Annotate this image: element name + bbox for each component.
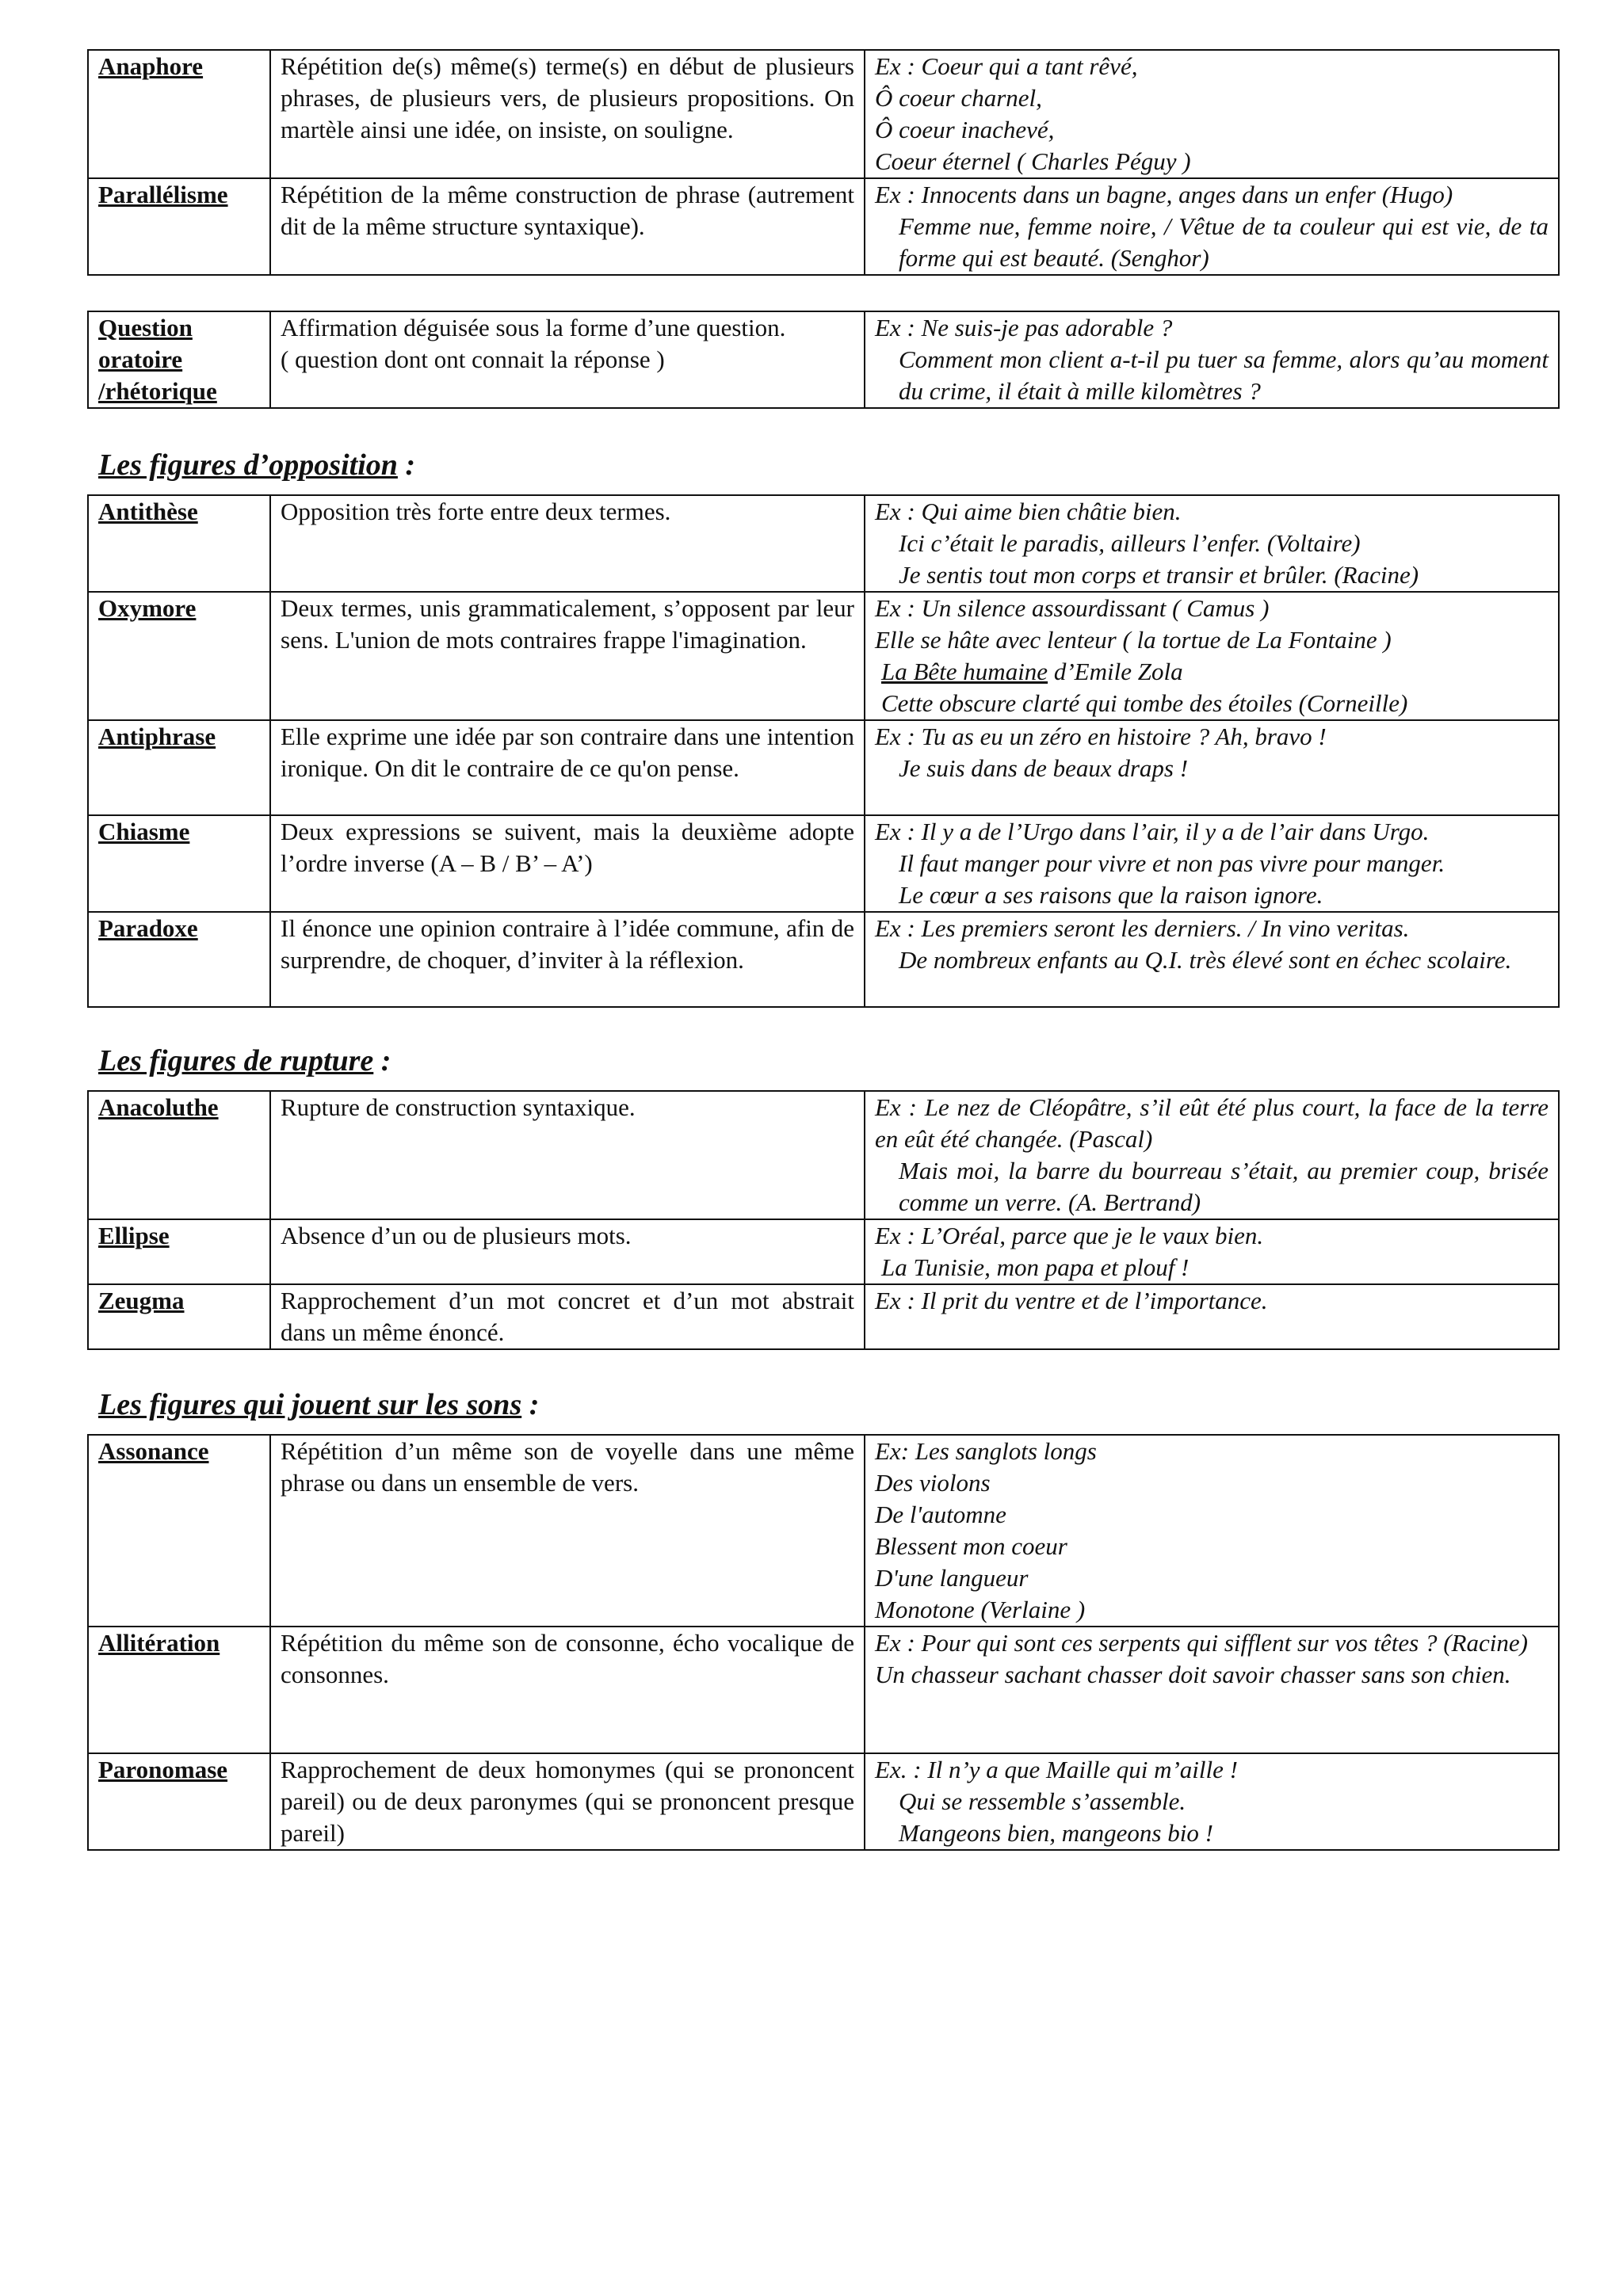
term-cell (88, 311, 270, 408)
example-line: Ex : Il prit du ventre et de l’importance. (875, 1287, 1268, 1314)
example-line: Mangeons bien, mangeons bio ! (899, 1819, 1213, 1847)
figures-table-rupture (87, 1090, 1560, 1350)
example-line: Ô coeur charnel, (875, 84, 1042, 112)
section-colon: : (397, 448, 416, 482)
example-cell (865, 815, 1559, 912)
table-row (88, 311, 1559, 408)
definition-line: Affirmation déguisée sous la forme d’une question. (281, 314, 786, 341)
example-line: Je sentis tout mon corps et transir et brûler. (Racine) (899, 561, 1419, 589)
example-cell (865, 720, 1559, 815)
section-title: Les figures de rupture (98, 1044, 374, 1077)
example-cell (865, 1091, 1559, 1219)
example-cell (865, 1284, 1559, 1349)
term-cell: Oxymore (88, 592, 270, 720)
section-title: Les figures d’opposition (98, 448, 398, 482)
definition-cell: Rapprochement d’un mot concret et d’un mot abstrait dans un même énoncé. (270, 1284, 865, 1349)
example-line: Ex : L’Oréal, parce que je le vaux bien. (875, 1222, 1264, 1249)
example-cell (865, 495, 1559, 592)
term-cell: Parallélisme (88, 178, 270, 275)
table-row (88, 1284, 1559, 1349)
section-heading-opposition (87, 447, 415, 483)
figures-table-sons (87, 1434, 1560, 1851)
example-cell (865, 912, 1559, 1007)
example-line: Ex : Pour qui sont ces serpents qui sifflent sur vos têtes ? (Racine) (875, 1629, 1528, 1657)
example-line: Cette obscure clarté qui tombe des étoiles (Corneille) (881, 689, 1408, 717)
term-cell: Ellipse (88, 1219, 270, 1284)
definition-cell: Répétition du même son de consonne, écho vocalique de consonnes. (270, 1627, 865, 1753)
table-row (88, 178, 1559, 275)
term-cell: Antiphrase (88, 720, 270, 815)
term-cell: Zeugma (88, 1284, 270, 1349)
example-line: Comment mon client a-t-il pu tuer sa femme, alors qu’au moment du crime, il était à mille kilomètres ? (899, 345, 1549, 405)
example-line (875, 656, 1549, 688)
book-title: La Bête humaine (881, 658, 1048, 685)
definition-cell: Répétition d’un même son de voyelle dans une même phrase ou dans un ensemble de vers. (270, 1435, 865, 1627)
section-heading-rupture (87, 1043, 391, 1079)
table-row (88, 912, 1559, 1007)
table-row (88, 1091, 1559, 1219)
term-cell: Paradoxe (88, 912, 270, 1007)
example-cell (865, 1435, 1559, 1627)
definition-cell: Rapprochement de deux homonymes (qui se prononcent pareil) ou de deux paronymes (qui se prononcent presque pareil) (270, 1753, 865, 1850)
term-cell: Allitération (88, 1627, 270, 1753)
example-line: Ici c’était le paradis, ailleurs l’enfer. (Voltaire) (899, 529, 1361, 557)
example-line: Coeur éternel ( Charles Péguy ) (875, 147, 1191, 175)
definition-cell: Il énonce une opinion contraire à l’idée commune, afin de surprendre, de choquer, d’inviter à la réflexion. (270, 912, 865, 1007)
term-cell: Chiasme (88, 815, 270, 912)
term-cell: Paronomase (88, 1753, 270, 1850)
example-line: Des violons (875, 1469, 991, 1497)
definition-cell: Répétition de(s) même(s) terme(s) en début de plusieurs phrases, de plusieurs vers, de plusieurs propositions. On martèle ainsi une idée, on insiste, on souligne. (270, 50, 865, 178)
example-line: Monotone (Verlaine ) (875, 1596, 1086, 1623)
example-cell (865, 1219, 1559, 1284)
term-cell: Anacoluthe (88, 1091, 270, 1219)
definition-cell: Deux expressions se suivent, mais la deuxième adopte l’ordre inverse (A – B / B’ – A’) (270, 815, 865, 912)
definition-cell: Absence d’un ou de plusieurs mots. (270, 1219, 865, 1284)
example-line: Il faut manger pour vivre et non pas vivre pour manger. (899, 849, 1445, 877)
figures-table-question (87, 311, 1560, 409)
example-cell (865, 592, 1559, 720)
term-cell: Assonance (88, 1435, 270, 1627)
example-line: De l'automne (875, 1501, 1006, 1528)
table-row (88, 815, 1559, 912)
figures-table-opposition (87, 494, 1560, 1008)
example-line: Ex. : Il n’y a que Maille qui m’aille ! (875, 1756, 1238, 1783)
example-line: Blessent mon coeur (875, 1532, 1067, 1560)
example-cell (865, 178, 1559, 275)
example-line: La Tunisie, mon papa et plouf ! (881, 1253, 1190, 1281)
definition-cell: Rupture de construction syntaxique. (270, 1091, 865, 1219)
table-row (88, 1435, 1559, 1627)
example-line: Ex : Un silence assourdissant ( Camus ) (875, 594, 1270, 622)
section-colon: : (521, 1388, 540, 1421)
example-line: Ex : Il y a de l’Urgo dans l’air, il y a de l’air dans Urgo. (875, 818, 1430, 845)
definition-cell (270, 311, 865, 408)
table-row (88, 1627, 1559, 1753)
table-row (88, 1753, 1559, 1850)
term-cell: Anaphore (88, 50, 270, 178)
table-row (88, 1219, 1559, 1284)
example-line: Ex : Tu as eu un zéro en histoire ? Ah, bravo ! (875, 723, 1327, 750)
example-line: Ex : Innocents dans un bagne, anges dans un enfer (Hugo) (875, 181, 1453, 208)
table-row (88, 495, 1559, 592)
example-line: Ex : Ne suis-je pas adorable ? (875, 314, 1173, 341)
definition-cell: Deux termes, unis grammaticalement, s’opposent par leur sens. L'union de mots contraires frappe l'imagination. (270, 592, 865, 720)
term-line: /rhétorique (98, 377, 217, 405)
definition-cell: Opposition très forte entre deux termes. (270, 495, 865, 592)
example-cell (865, 311, 1559, 408)
section-colon: : (373, 1044, 391, 1077)
book-author: d’Emile Zola (1048, 658, 1183, 685)
example-line: Femme nue, femme noire, / Vêtue de ta couleur qui est vie, de ta forme qui est beauté. (Senghor) (899, 212, 1549, 272)
example-line: De nombreux enfants au Q.I. très élevé sont en échec scolaire. (899, 946, 1512, 974)
example-cell (865, 1753, 1559, 1850)
figures-table-repetition (87, 49, 1560, 276)
example-line: Je suis dans de beaux draps ! (899, 754, 1189, 782)
example-line: Le cœur a ses raisons que la raison ignore. (899, 881, 1323, 909)
example-line: Ô coeur inachevé, (875, 116, 1055, 143)
section-title: Les figures qui jouent sur les sons (98, 1388, 522, 1421)
definition-cell: Répétition de la même construction de phrase (autrement dit de la même structure syntaxique). (270, 178, 865, 275)
example-line: Un chasseur sachant chasser doit savoir chasser sans son chien. (875, 1661, 1511, 1688)
example-line: Ex : Le nez de Cléopâtre, s’il eût été plus court, la face de la terre en eût été changée. (Pascal) (875, 1093, 1549, 1153)
example-line: D'une langueur (875, 1564, 1029, 1592)
example-line: Ex : Les premiers seront les derniers. / In vino veritas. (875, 914, 1410, 942)
example-cell (865, 50, 1559, 178)
example-line: Mais moi, la barre du bourreau s’était, au premier coup, brisée comme un verre. (A. Bertrand) (899, 1157, 1549, 1216)
example-line: Ex : Qui aime bien châtie bien. (875, 498, 1182, 525)
table-row (88, 592, 1559, 720)
example-line: Ex: Les sanglots longs (875, 1437, 1097, 1465)
term-cell: Antithèse (88, 495, 270, 592)
table-row (88, 50, 1559, 178)
definition-line: ( question dont ont connait la réponse ) (281, 345, 665, 373)
example-line: Ex : Coeur qui a tant rêvé, (875, 52, 1138, 80)
table-row (88, 720, 1559, 815)
example-line: Elle se hâte avec lenteur ( la tortue de La Fontaine ) (875, 626, 1392, 654)
term-line: oratoire (98, 345, 183, 373)
term-line: Question (98, 314, 193, 341)
example-cell (865, 1627, 1559, 1753)
definition-cell: Elle exprime une idée par son contraire dans une intention ironique. On dit le contraire de ce qu'on pense. (270, 720, 865, 815)
example-line: Qui se ressemble s’assemble. (899, 1787, 1186, 1815)
section-heading-sons (87, 1386, 539, 1423)
